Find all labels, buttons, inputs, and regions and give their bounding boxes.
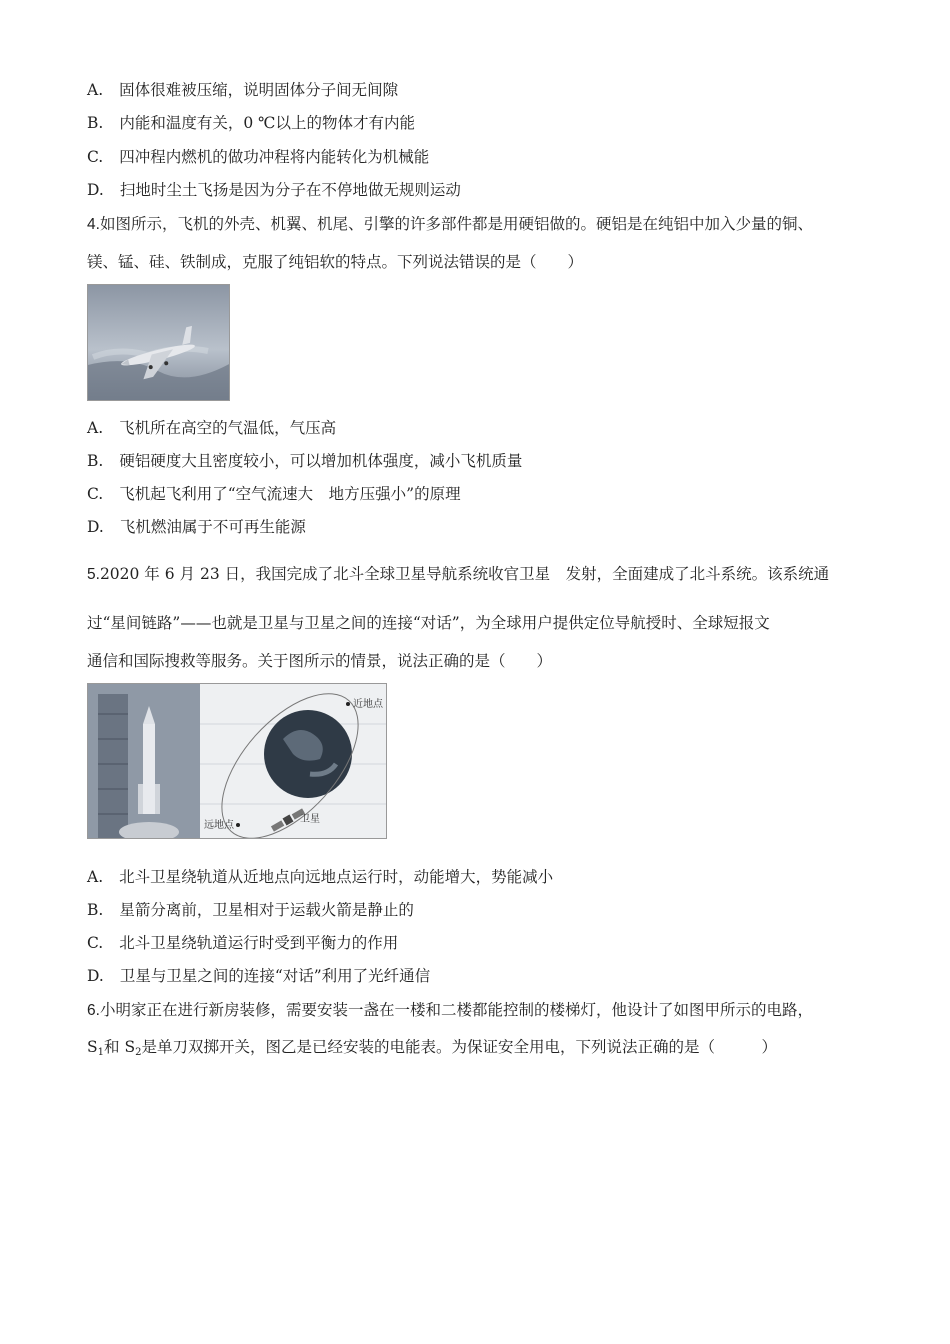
option-text: 固体很难被压缩，说明固体分子间无间隙: [119, 81, 399, 99]
satellite-label: 卫星: [300, 814, 320, 825]
option-letter: C.: [87, 934, 104, 952]
question-text: 2020 年 6 月 23 日，我国完成了北斗全球卫星导航系统收官卫星 发射，全面建成了北斗系统。该系统通: [99, 565, 830, 583]
question-text: 通信和国际搜救等服务。关于图所示的情景，说法正确的是（ ）: [87, 652, 553, 670]
option-letter: B.: [87, 901, 104, 919]
q4-option-b: [87, 451, 522, 471]
q6-stem-line2: [87, 1037, 777, 1063]
launch-tower-icon: [98, 694, 128, 839]
apogee-dot: [236, 823, 240, 827]
option-letter: D.: [87, 518, 104, 536]
option-letter: A.: [87, 81, 104, 99]
option-letter: B.: [87, 452, 104, 470]
option-letter: A.: [87, 868, 104, 886]
beidou-figure: [87, 683, 387, 839]
option-text: 内能和温度有关，0 ℃以上的物体才有内能: [119, 114, 415, 132]
perigee-dot: [346, 702, 350, 706]
question-text: 小明家正在进行新房装修，需要安装一盏在一楼和二楼都能控制的楼梯灯，他设计了如图甲所示的电路，: [99, 1001, 813, 1019]
question-text: 是单刀双掷开关，图乙是已经安装的电能表。为保证安全用电，下列说法正确的是（ ）: [141, 1038, 777, 1056]
switch-s2-letter: S: [124, 1038, 136, 1056]
option-letter: D.: [87, 181, 104, 199]
q5-stem-line1: [87, 564, 829, 585]
q4-option-a: [87, 418, 336, 438]
option-letter: D.: [87, 967, 104, 985]
q4-option-d: [87, 517, 306, 537]
switch-s1-label: [87, 1038, 104, 1056]
q4-option-c: [87, 484, 461, 504]
option-text: 星箭分离前，卫星相对于运载火箭是静止的: [119, 901, 414, 919]
option-text: 硬铝硬度大且密度较小，可以增加机体强度，减小飞机质量: [119, 452, 523, 470]
option-text: 北斗卫星绕轨道从近地点向远地点运行时，动能增大，势能减小: [119, 868, 554, 886]
q5-option-d: [87, 966, 430, 986]
switch-s1-subscript: 1: [97, 1047, 104, 1058]
switch-s2-subscript: 2: [135, 1047, 142, 1058]
q6-stem-line1: [87, 1000, 813, 1021]
beidou-image: [88, 684, 387, 839]
q5-stem-line2: [87, 613, 770, 633]
option-letter: A.: [87, 419, 104, 437]
q3-option-c: [87, 147, 429, 167]
option-text: 飞机所在高空的气温低，气压高: [119, 419, 337, 437]
option-text: 北斗卫星绕轨道运行时受到平衡力的作用: [119, 934, 399, 952]
airplane-photo: [87, 284, 230, 401]
option-text: 四冲程内燃机的做功冲程将内能转化为机械能: [119, 148, 430, 166]
question-text: 如图所示，飞机的外壳、机翼、机尾、引擎的许多部件都是用硬铝做的。硬铝是在纯铝中加入少量的铜、: [99, 215, 813, 233]
q3-option-b: [87, 113, 415, 133]
q5-option-b: [87, 900, 414, 920]
switch-s1-letter: S: [87, 1038, 98, 1056]
option-text: 飞机燃油属于不可再生能源: [119, 518, 306, 536]
question-text: 镁、锰、硅、铁制成，克服了纯铝软的特点。下列说法错误的是（ ）: [87, 253, 584, 271]
option-letter: C.: [87, 148, 104, 166]
option-text: 扫地时尘土飞扬是因为分子在不停地做无规则运动: [119, 181, 461, 199]
option-text: 卫星与卫星之间的连接“对话”利用了光纤通信: [119, 967, 431, 985]
question-number: 4.: [87, 216, 100, 233]
perigee-label: 近地点: [353, 699, 383, 710]
option-letter: B.: [87, 114, 104, 132]
apogee-label: 远地点: [204, 820, 234, 831]
q5-stem-line3: [87, 651, 552, 671]
question-number: 6.: [87, 1002, 100, 1019]
switch-s2-label: [124, 1038, 141, 1056]
question-number: 5.: [87, 566, 100, 583]
conjunction-text: 和: [104, 1038, 125, 1056]
airplane-image: [88, 285, 230, 401]
q4-stem-line2: [87, 252, 583, 272]
option-text: 飞机起飞利用了“空气流速大 地方压强小”的原理: [119, 485, 461, 503]
q3-option-d: [87, 180, 461, 200]
q5-option-c: [87, 933, 398, 953]
q5-option-a: [87, 867, 553, 887]
q3-option-a: [87, 80, 398, 100]
question-text: 过“星间链路”——也就是卫星与卫星之间的连接“对话”，为全球用户提供定位导航授时、全球短报文: [87, 614, 770, 632]
q4-stem-line1: [87, 214, 813, 235]
option-letter: C.: [87, 485, 104, 503]
